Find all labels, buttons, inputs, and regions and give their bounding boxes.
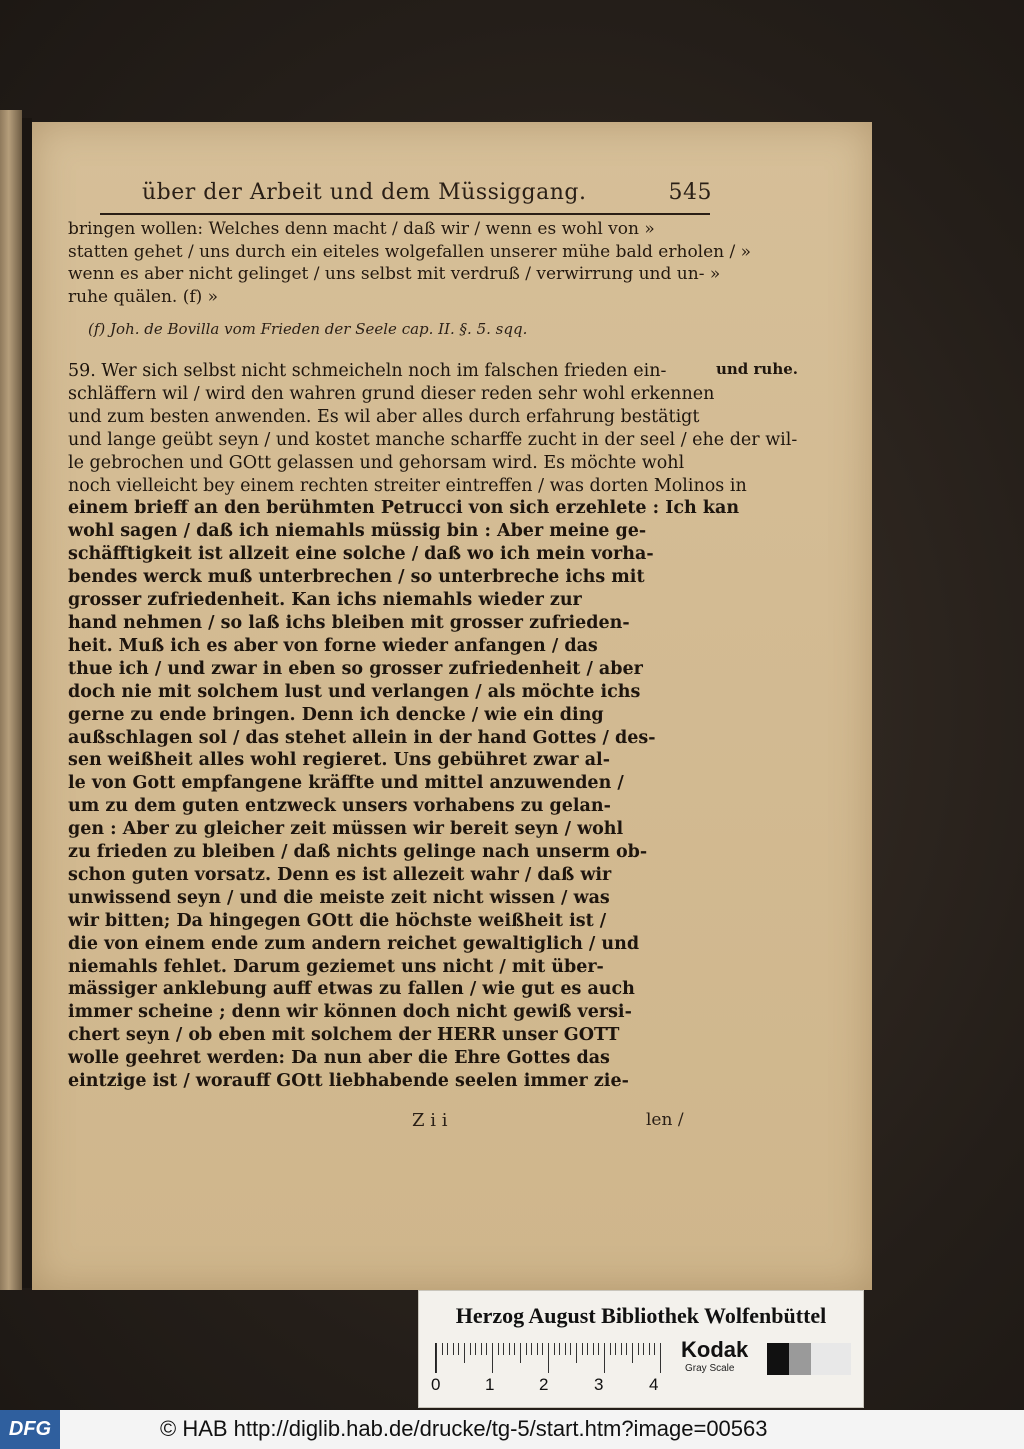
paragraph-line: unwissend seyn / und die meiste zeit nicht wissen / was (68, 887, 610, 908)
dfg-logo: DFG (0, 1410, 60, 1449)
ruler-tick (621, 1343, 622, 1355)
paragraph-line: schäfftigkeit ist allzeit eine solche / daß wo ich mein vorha- (68, 544, 654, 565)
ruler-number: 2 (539, 1375, 549, 1394)
paragraph-line: gen : Aber zu gleicher zeit müssen wir bereit seyn / wohl (68, 819, 624, 840)
ruler-tick (509, 1343, 510, 1355)
running-head-title: über der Arbeit und dem Müssiggang. (142, 180, 587, 205)
ruler-tick (654, 1343, 655, 1355)
quote-line: statten gehet / uns durch ein eiteles wolgefallen unserer mühe bald erholen / » (68, 241, 752, 262)
viewer-footer (0, 1410, 1024, 1449)
paragraph-line: heit. Muß ich es aber von forne wieder anfangen / das (68, 635, 598, 656)
head-rule (100, 213, 710, 215)
ruler-tick (548, 1343, 549, 1373)
paragraph-line: doch nie mit solchem lust und verlangen / als möchte ichs (68, 681, 641, 702)
paragraph-line: schon guten vorsatz. Denn es ist allezeit wahr / daß wir (68, 864, 612, 885)
paragraph-line: wolle geehret werden: Da nun aber die Ehre Gottes das (68, 1048, 610, 1069)
ruler-tick (436, 1343, 437, 1373)
paragraph-line: und lange geübt seyn / und kostet manche scharffe zucht in der seel / ehe der wil- (68, 429, 798, 450)
paragraph-line: le gebrochen und GOtt gelassen und gehorsam wird. Es möchte wohl (68, 452, 685, 473)
library-name: Herzog August Bibliothek Wolfenbüttel (455, 1303, 827, 1328)
ruler-tick (643, 1343, 644, 1355)
ruler-tick (520, 1343, 521, 1363)
quote-block (68, 218, 752, 308)
ruler-tick (442, 1343, 443, 1355)
ruler-tick (587, 1343, 588, 1355)
paragraph-line: niemahls fehlet. Darum geziemet uns nicht / mit über- (68, 956, 604, 977)
ruler-tick (559, 1343, 560, 1355)
paragraph-line: und zum besten anwenden. Es wil aber alles durch erfahrung bestätigt (68, 406, 700, 427)
paragraph-line: einem brieff an den berühmten Petrucci von sich erzehlete : Ich kan (68, 498, 740, 519)
quote-line: ruhe quälen. (f) » (68, 286, 219, 307)
paragraph-line: mässiger anklebung auff etwas zu fallen / wie gut es auch (68, 979, 635, 1000)
ruler-tick (582, 1343, 583, 1355)
ruler-tick (598, 1343, 599, 1355)
kodak-brand: Kodak (681, 1337, 749, 1362)
ruler-tick (554, 1343, 555, 1355)
ruler-tick (453, 1343, 454, 1355)
gray-scale-label: Gray Scale (685, 1363, 735, 1374)
ruler-tick (615, 1343, 616, 1355)
ruler-tick (486, 1343, 487, 1355)
paragraph-line: sen weißheit alles wohl regieret. Uns gebühret zwar al- (68, 750, 610, 771)
ruler-tick (632, 1343, 633, 1363)
ruler-tick (447, 1343, 448, 1355)
copyright-url[interactable]: © HAB http://diglib.hab.de/drucke/tg-5/start.htm?image=00563 (160, 1416, 768, 1441)
signature-mark: Z i i (412, 1110, 448, 1131)
page-number: 545 (668, 180, 712, 205)
margin-note: und ruhe. (716, 360, 799, 378)
ruler-tick (526, 1343, 527, 1355)
ruler-number: 4 (649, 1375, 659, 1394)
paragraph-line: bendes werck muß unterbrechen / so unterbreche ichs mit (68, 567, 645, 588)
quote-line: bringen wollen: Welches denn macht / daß wir / wenn es wohl von » (68, 219, 655, 239)
ruler-tick (498, 1343, 499, 1355)
book-page (32, 122, 872, 1290)
ruler-number: 0 (431, 1375, 441, 1394)
library-color-card (418, 1290, 864, 1408)
paragraph-line: noch vielleicht bey einem rechten streiter eintreffen / was dorten Molinos in (68, 475, 747, 496)
ruler-tick (626, 1343, 627, 1355)
gray-swatch-mid (789, 1343, 811, 1375)
paragraph-line: die von einem ende zum andern reichet gewaltiglich / und (68, 933, 640, 954)
ruler-tick (481, 1343, 482, 1355)
paragraph-line: eintzige ist / worauff GOtt liebhabende seelen immer zie- (68, 1071, 629, 1092)
previous-page-edge (0, 110, 22, 1290)
paragraph-line: außschlagen sol / das stehet allein in der hand Gottes / des- (68, 727, 656, 748)
ruler-tick (610, 1343, 611, 1355)
ruler-tick (458, 1343, 459, 1355)
paragraph-line: wohl sagen / daß ich niemahls müssig bin : Aber meine ge- (68, 521, 647, 542)
paragraph-line: chert seyn / ob eben mit solchem der HERR unser GOTT (68, 1025, 620, 1046)
footnote: (f) Joh. de Bovilla vom Frieden der Seele cap. II. §. 5. sqq. (88, 320, 528, 338)
ruler-tick (492, 1343, 493, 1373)
catchword: len / (646, 1110, 684, 1130)
ruler-tick (503, 1343, 504, 1355)
quote-line: wenn es aber nicht gelinget / uns selbst mit verdruß / verwirrung und un- » (68, 264, 721, 284)
ruler-tick (537, 1343, 538, 1355)
ruler-number: 3 (594, 1375, 604, 1394)
ruler-tick (542, 1343, 543, 1355)
scale-ruler (435, 1343, 672, 1373)
ruler-tick (604, 1343, 605, 1373)
paragraph-line: 59. Wer sich selbst nicht schmeicheln noch im falschen frieden ein- (68, 361, 667, 381)
ruler-tick (470, 1343, 471, 1355)
paragraph-line: grosser zufriedenheit. Kan ichs niemahls wieder zur (68, 590, 582, 611)
ruler-tick (570, 1343, 571, 1355)
ruler-tick (649, 1343, 650, 1355)
gutter-shadow (22, 118, 32, 1288)
paragraph-line: schläffern wil / wird den wahren grund dieser reden sehr wohl erkennen (68, 383, 715, 404)
ruler-tick (576, 1343, 577, 1363)
ruler-tick (565, 1343, 566, 1355)
paragraph-line: hand nehmen / so laß ichs bleiben mit grosser zufrieden- (68, 612, 630, 633)
ruler-tick (464, 1343, 465, 1363)
running-head (142, 180, 712, 205)
ruler-tick (475, 1343, 476, 1355)
ruler-tick (593, 1343, 594, 1355)
paragraph-line: immer scheine ; denn wir können doch nicht gewiß versi- (68, 1002, 632, 1023)
paragraph-line: gerne zu ende bringen. Denn ich dencke / wie ein ding (68, 704, 604, 725)
ruler-tick (531, 1343, 532, 1355)
ruler-tick (638, 1343, 639, 1355)
gray-swatch-light (811, 1343, 851, 1375)
ruler-tick (514, 1343, 515, 1355)
paragraph-line: um zu dem guten entzweck unsers vorhabens zu gelan- (68, 796, 611, 817)
paragraph-line: zu frieden zu bleiben / daß nichts gelinge nach unserm ob- (68, 842, 648, 863)
ruler-number: 1 (485, 1375, 495, 1394)
paragraph-line: thue ich / und zwar in eben so grosser zufriedenheit / aber (68, 658, 643, 679)
ruler-tick (660, 1343, 661, 1373)
gray-swatch-black (767, 1343, 789, 1375)
paragraph-line: le von Gott empfangene kräffte und mittel anzuwenden / (68, 773, 624, 794)
paragraph-line: wir bitten; Da hingegen GOtt die höchste weißheit ist / (68, 910, 607, 931)
